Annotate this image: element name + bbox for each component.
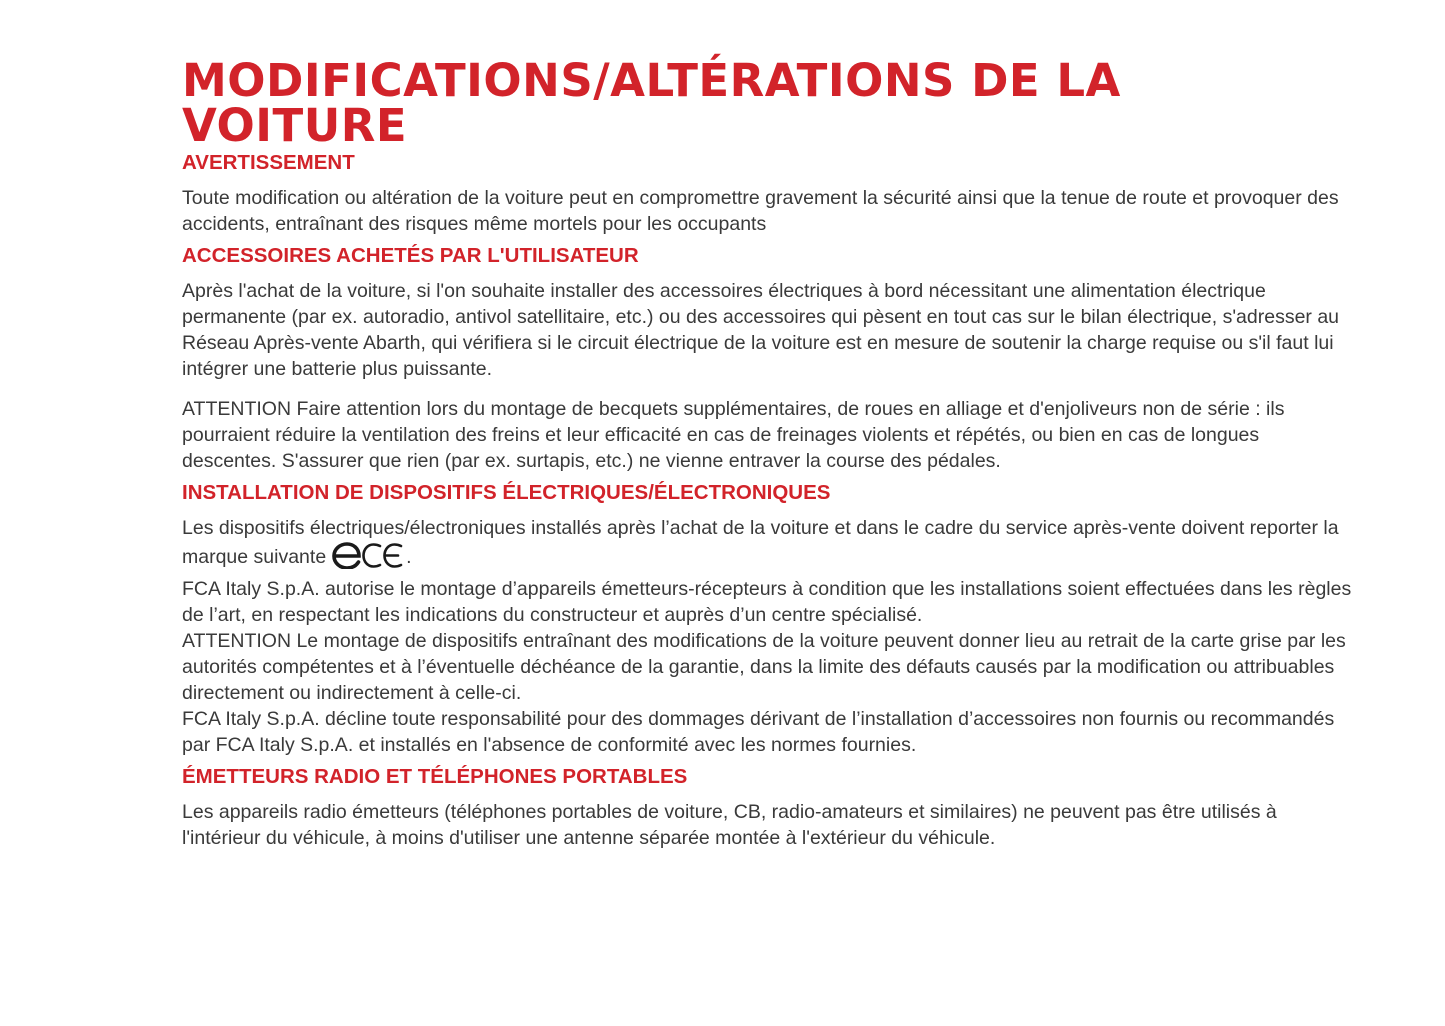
installation-heading: INSTALLATION DE DISPOSITIFS ÉLECTRIQUES/ÉLECTRONIQUES xyxy=(182,481,831,504)
installation-line-2: FCA Italy S.p.A. autorise le montage d’appareils émetteurs-récepteurs à condition que les installations soient effectuées dans les règles de l’art, en respectant les indications du constructeur et auprès d’un centre spécialisé. xyxy=(182,578,1352,626)
accessories-paragraph-1: Après l'achat de la voiture, si l'on souhaite installer des accessoires électriques à bord nécessitant une alimentation électrique permanente (par ex. autoradio, antivol satellitaire, etc.) ou des accessoires qui pèsent en tout cas sur le bilan électrique, s'adresser au Réseau Après-vente Abarth, qui vérifiera si le circuit électrique de la voiture est en mesure de soutenir la charge requise ou s'il faut lui intégrer une batterie plus puissante. xyxy=(182,280,1340,380)
accessories-heading: ACCESSOIRES ACHETÉS PAR L'UTILISATEUR xyxy=(182,244,639,267)
warning-text: Toute modification ou altération de la voiture peut en compromettre gravement la sécurité ainsi que la tenue de route et provoquer des accidents, entraînant des risques même mortels pour les occupants xyxy=(182,187,1339,235)
installation-line-1-end: . xyxy=(406,546,412,568)
page-title: MODIFICATIONS/ALTÉRATIONS DE LA VOITURE xyxy=(182,54,1121,152)
radio-section xyxy=(182,764,1352,851)
installation-line-4: FCA Italy S.p.A. décline toute responsabilité pour des dommages dérivant de l’installation d’accessoires non fournis ou recommandés par FCA Italy S.p.A. et installés en l'absence de conformité avec les normes fournies. xyxy=(182,708,1335,756)
accessories-section xyxy=(182,243,1352,474)
installation-line-3: ATTENTION Le montage de dispositifs entraînant des modifications de la voiture peuvent donner lieu au retrait de la carte grise par les autorités compétentes et à l’éventuelle déchéance de la garantie, dans la limite des défauts causés par la modification ou attribuables directement ou indirectement à celle-ci. xyxy=(182,630,1346,704)
radio-heading: ÉMETTEURS RADIO ET TÉLÉPHONES PORTABLES xyxy=(182,765,688,788)
warning-heading: AVERTISSEMENT xyxy=(182,151,355,174)
radio-text: Les appareils radio émetteurs (téléphones portables de voiture, CB, radio-amateurs et similaires) ne peuvent pas être utilisés à l'intérieur du véhicule, à moins d'utiliser une antenne séparée montée à l'extérieur du véhicule. xyxy=(182,801,1277,849)
accessories-paragraph-2: ATTENTION Faire attention lors du montage de becquets supplémentaires, de roues en alliage et d'enjoliveurs non de série : ils pourraient réduire la ventilation des freins et leur efficacité en cas de freinages violents et répétés, ou bien en cas de longues descentes. S'assurer que rien (par ex. surtapis, etc.) ne vienne entraver la course des pédales. xyxy=(182,398,1285,472)
installation-line-1 xyxy=(182,515,1352,576)
document-page xyxy=(182,54,1352,851)
installation-line-1-text: Les dispositifs électriques/électroniques installés après l’achat de la voiture et dans le cadre du service après-vente doivent reporter la marque suivante xyxy=(182,517,1339,568)
installation-section xyxy=(182,480,1352,758)
warning-section xyxy=(182,150,1352,237)
e-ce-mark-icon xyxy=(330,541,406,576)
